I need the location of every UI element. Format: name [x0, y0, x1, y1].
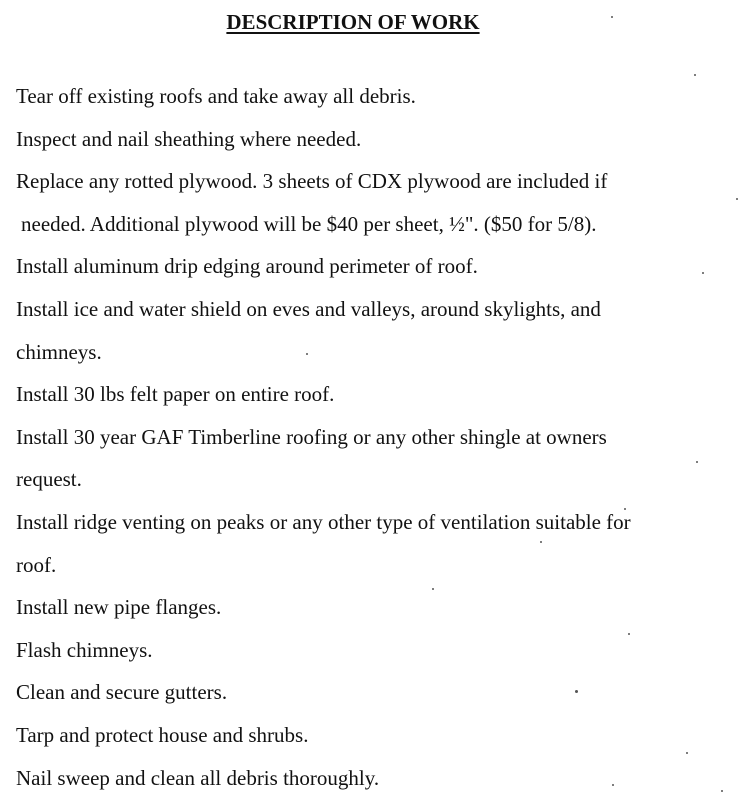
work-line: request.	[16, 464, 631, 507]
work-line: Tear off existing roofs and take away all debris.	[16, 81, 631, 124]
scan-speck	[612, 784, 614, 786]
work-line: Tarp and protect house and shrubs.	[16, 720, 631, 763]
scan-speck	[306, 353, 308, 355]
scan-speck	[721, 790, 723, 792]
work-line: Clean and secure gutters.	[16, 677, 631, 720]
work-line: Install aluminum drip edging around perimeter of roof.	[16, 251, 631, 294]
work-line: Install new pipe flanges.	[16, 592, 631, 635]
work-line: Replace any rotted plywood. 3 sheets of CDX plywood are included if	[16, 166, 631, 209]
scan-speck	[702, 272, 704, 274]
work-line: chimneys.	[16, 337, 631, 380]
scan-speck	[686, 752, 688, 754]
scan-speck	[611, 16, 613, 18]
work-line: needed. Additional plywood will be $40 per sheet, ½". ($50 for 5/8).	[16, 209, 631, 252]
scan-speck	[624, 508, 626, 510]
scan-speck	[694, 74, 696, 76]
scan-speck	[736, 198, 738, 200]
work-line: Inspect and nail sheathing where needed.	[16, 124, 631, 167]
scan-speck	[432, 588, 434, 590]
scan-speck	[540, 541, 542, 543]
scan-speck	[575, 690, 578, 693]
scan-speck	[628, 633, 630, 635]
work-description-list	[16, 81, 631, 805]
work-line: Install ridge venting on peaks or any other type of ventilation suitable for	[16, 507, 631, 550]
work-line: roof.	[16, 550, 631, 593]
work-line: Install 30 year GAF Timberline roofing or any other shingle at owners	[16, 422, 631, 465]
scan-speck	[696, 461, 698, 463]
work-line: Flash chimneys.	[16, 635, 631, 678]
work-line: Nail sweep and clean all debris thoroughly.	[16, 763, 631, 805]
work-line: Install ice and water shield on eves and valleys, around skylights, and	[16, 294, 631, 337]
work-line: Install 30 lbs felt paper on entire roof.	[16, 379, 631, 422]
document-title: DESCRIPTION OF WORK	[0, 10, 706, 35]
